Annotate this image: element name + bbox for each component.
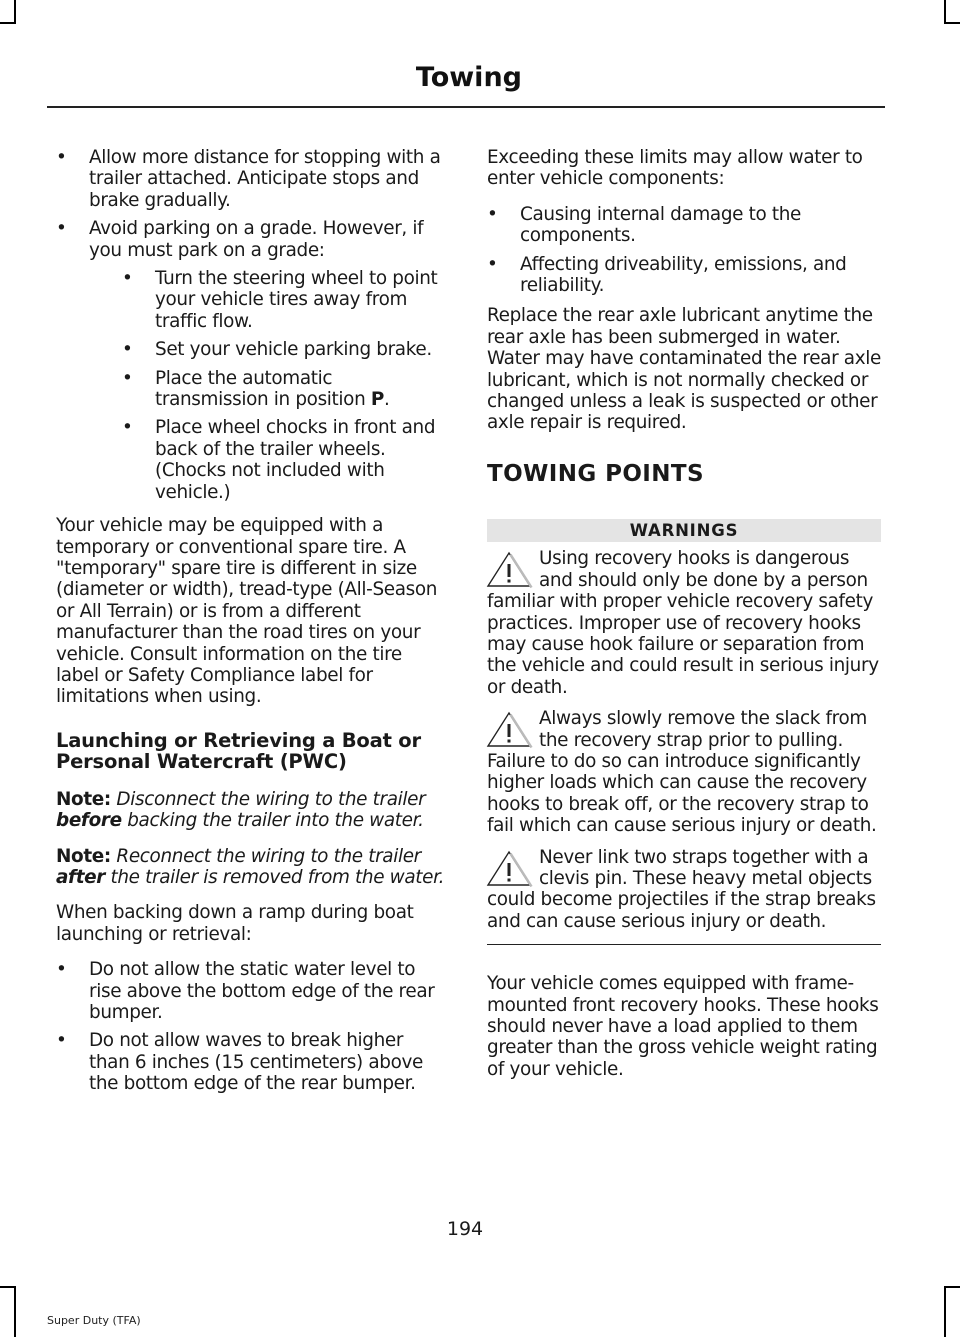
list-item: • Do not allow waves to break higher than 6 inches (15 centimeters) above the bottom edge of the rear bumper. xyxy=(56,1030,448,1094)
sub-list-item xyxy=(122,368,448,411)
crop-mark xyxy=(944,1286,946,1337)
ramp-paragraph: When backing down a ramp during boat launching or retrieval: xyxy=(56,902,414,945)
sub-list-item: • Set your vehicle parking brake. xyxy=(122,339,448,360)
header-rule xyxy=(47,106,885,108)
crop-mark xyxy=(0,22,16,24)
list-item: • Causing internal damage to the components. xyxy=(487,204,881,247)
note-label: Note: xyxy=(56,788,111,810)
warning-triangle-icon xyxy=(485,849,533,889)
page-title: Towing xyxy=(415,62,522,93)
crop-mark xyxy=(944,0,946,22)
recovery-hooks-paragraph: Your vehicle comes equipped with frame-mounted front recovery hooks. These hooks should never have a load applied to them greater than the gross vehicle weight rating of your vehicle. xyxy=(487,973,879,1080)
warning-item xyxy=(487,548,881,698)
list-item-text: Avoid parking on a grade. However, if you must park on a grade: xyxy=(89,218,424,261)
crop-mark xyxy=(0,1286,16,1288)
left-column xyxy=(56,147,448,1102)
axle-paragraph: Replace the rear axle lubricant anytime the rear axle has been submerged in water. Water may have contaminated the rear axle lubricant, which is not normally checked or changed unless a leak is suspected or other axle repair is required. xyxy=(487,305,881,434)
warning-item xyxy=(487,847,881,933)
spare-tire-paragraph: Your vehicle may be equipped with a temporary or conventional spare tire. A "temporary" spare tire is different in size (diameter or width), tread-type (All-Season or All Terrain) or is from a different manufacturer than the road tires on your vehicle. Consult information on the tire label or Safety Compliance label for limitations when using. xyxy=(56,515,438,708)
warnings-bar: WARNINGS xyxy=(487,519,881,542)
exceed-paragraph: Exceeding these limits may allow water to enter vehicle components: xyxy=(487,147,863,190)
sub-list-item: • Turn the steering wheel to point your vehicle tires away from traffic flow. xyxy=(122,268,448,332)
crop-mark xyxy=(14,1286,16,1337)
list-item: • Affecting driveability, emissions, and reliability. xyxy=(487,254,881,297)
warning-item xyxy=(487,708,881,836)
sub-list-item: • Place wheel chocks in front and back of the trailer wheels. (Chocks not included with vehicle.) xyxy=(122,417,448,503)
warning-triangle-icon xyxy=(485,710,533,750)
note-label: Note: xyxy=(56,845,111,867)
note-reconnect xyxy=(56,846,448,889)
crop-mark xyxy=(944,22,960,24)
note-text: the trailer is removed from the water. xyxy=(105,866,445,888)
note-text: Disconnect the wiring to the trailer xyxy=(110,788,426,810)
warning-text: Always slowly remove the slack from the recovery strap prior to pulling. Failure to do so can introduce significantly higher loads which can cause the recovery hooks to break off, or the recovery strap to fail which can cause serious injury or death. xyxy=(487,708,877,837)
boat-heading: Launching or Retrieving a Boat or Personal Watercraft (PWC) xyxy=(56,728,421,774)
sub-list-item-text: Place the automatic transmission in position xyxy=(155,367,371,411)
page-number: 194 xyxy=(446,1218,484,1240)
list-item: • Do not allow the static water level to rise above the bottom edge of the rear bumper. xyxy=(56,959,448,1023)
note-disconnect xyxy=(56,789,448,832)
warning-triangle-icon xyxy=(485,550,533,590)
gear-position: P xyxy=(370,389,385,411)
right-column xyxy=(487,147,881,1094)
note-text: Reconnect the wiring to the trailer xyxy=(110,845,421,867)
list-item: • Allow more distance for stopping with a trailer attached. Anticipate stops and brake gradually. xyxy=(56,147,448,211)
warnings-rule xyxy=(487,944,881,945)
sub-list xyxy=(89,268,448,503)
crop-mark xyxy=(14,0,16,22)
section-heading: TOWING POINTS xyxy=(487,460,704,487)
footer-model: Super Duty (TFA) xyxy=(47,1314,141,1327)
sub-list-item-end: . xyxy=(384,389,390,411)
crop-mark xyxy=(944,1286,960,1288)
list-item xyxy=(56,218,448,503)
warning-text: Using recovery hooks is dangerous and should only be done by a person familiar with proper vehicle recovery safety practices. Improper use of recovery hooks may cause hook failure or separation from the vehicle and could result in serious injury or death. xyxy=(487,548,879,698)
note-emphasis: before xyxy=(56,810,122,832)
note-text: backing the trailer into the water. xyxy=(121,810,424,832)
warning-text: Never link two straps together with a clevis pin. These heavy metal objects could become projectiles if the strap breaks and can cause serious injury or death. xyxy=(487,846,876,932)
note-emphasis: after xyxy=(56,866,105,888)
